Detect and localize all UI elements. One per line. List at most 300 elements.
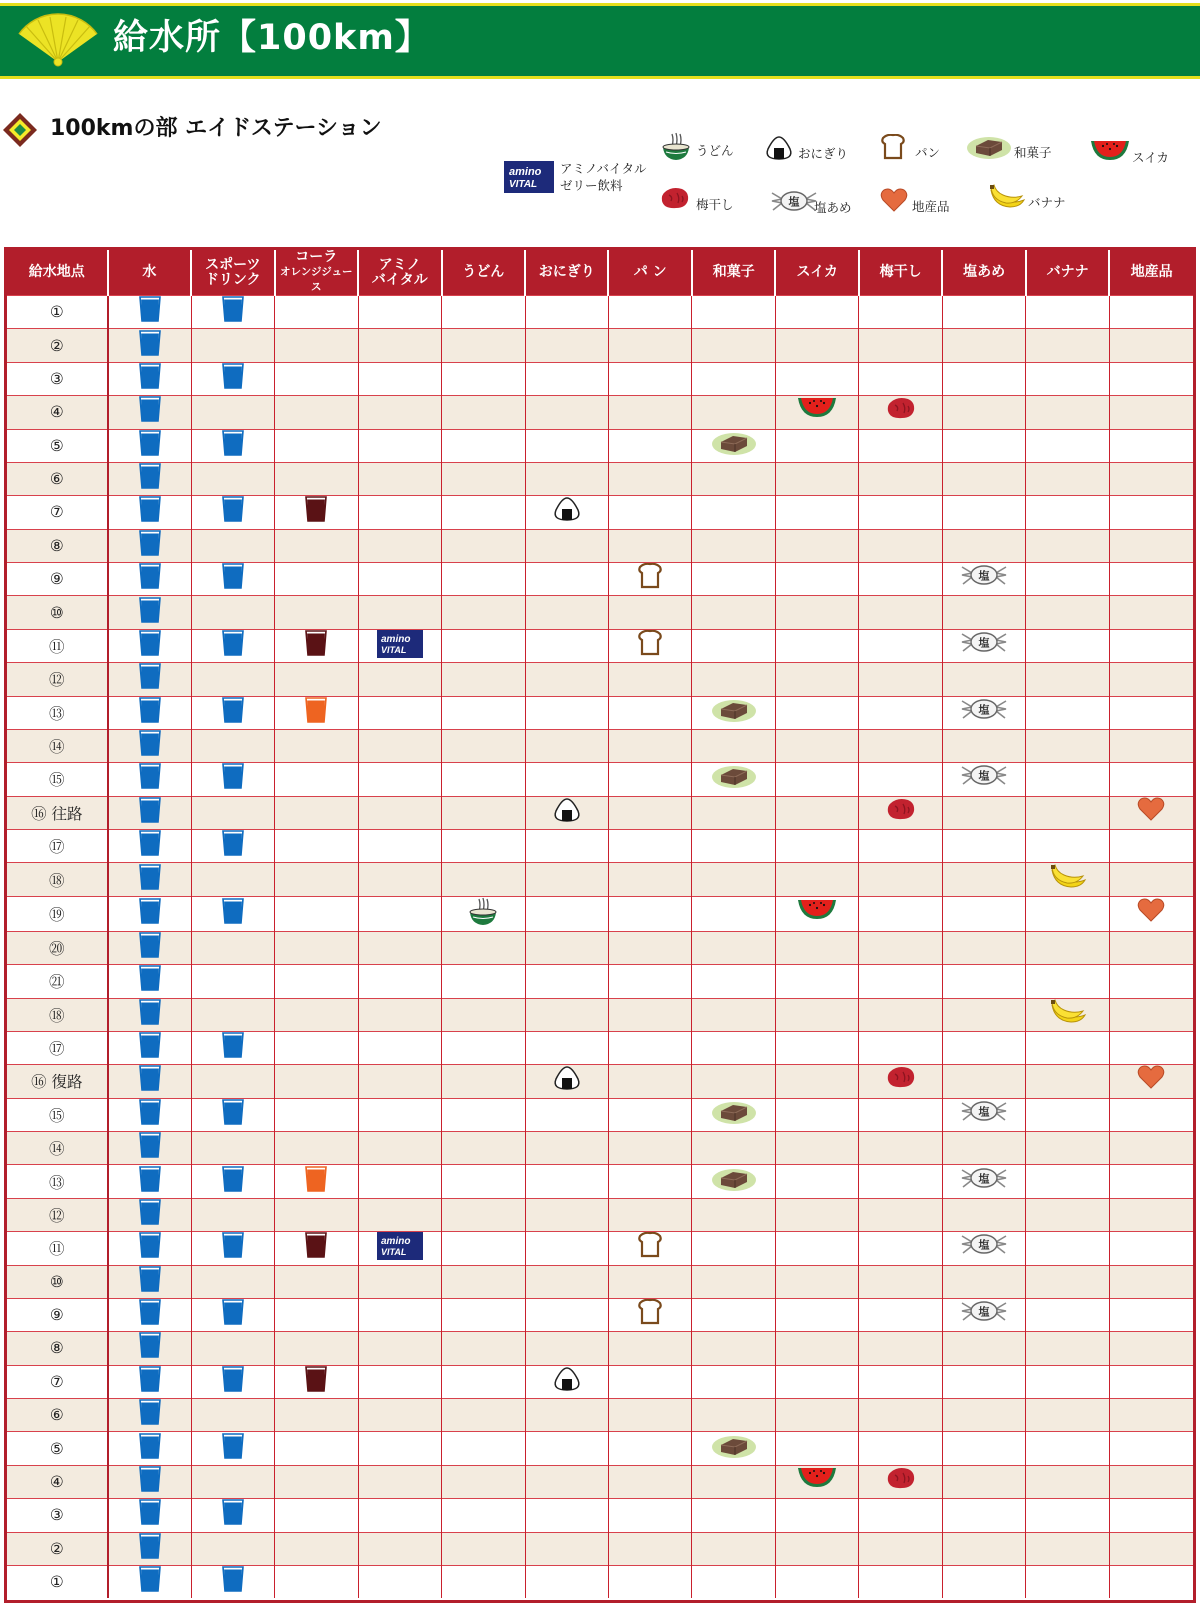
item-cell [442, 663, 525, 696]
cola-cup-icon [305, 630, 327, 662]
item-cell [191, 863, 274, 896]
item-cell [275, 1031, 358, 1064]
item-cell [442, 998, 525, 1031]
aid-point-cell: ⑳ [7, 931, 108, 964]
aid-point-cell: ⑯ 往路 [7, 796, 108, 829]
item-cell [942, 998, 1025, 1031]
aid-point-cell: ④ [7, 1465, 108, 1498]
table-row [7, 1432, 1193, 1465]
item-cell [191, 329, 274, 362]
item-cell [191, 1098, 274, 1131]
item-cell [525, 1265, 608, 1298]
item-cell [692, 1365, 775, 1398]
column-header: 給水地点 [7, 250, 108, 296]
item-cell [525, 496, 608, 529]
item-cell [775, 1098, 858, 1131]
item-cell [525, 763, 608, 796]
item-cell [275, 1298, 358, 1331]
item-cell [942, 965, 1025, 998]
item-cell [1109, 563, 1193, 596]
item-cell [275, 1165, 358, 1198]
item-cell [942, 1265, 1025, 1298]
item-cell [358, 296, 441, 329]
water-cup-icon [139, 1566, 161, 1598]
item-cell [608, 563, 691, 596]
item-cell [692, 596, 775, 629]
item-cell [108, 863, 191, 896]
sports-drink-cup-icon [222, 1166, 244, 1198]
item-cell [525, 663, 608, 696]
item-cell [942, 1465, 1025, 1498]
item-cell [191, 396, 274, 429]
item-cell [442, 696, 525, 729]
column-header: スポーツ ドリンク [191, 250, 274, 296]
item-cell [692, 965, 775, 998]
water-cup-icon [139, 1499, 161, 1531]
item-cell [1109, 1031, 1193, 1064]
item-cell [942, 629, 1025, 662]
column-header: バナナ [1026, 250, 1109, 296]
item-cell [442, 931, 525, 964]
item-cell [108, 1031, 191, 1064]
item-cell [275, 1132, 358, 1165]
water-cup-icon [139, 1032, 161, 1064]
table-row [7, 1165, 1193, 1198]
legend-label: パン [915, 145, 941, 160]
item-cell [525, 1065, 608, 1098]
salt-candy-icon [960, 1166, 1008, 1198]
sports-drink-cup-icon [222, 1366, 244, 1398]
sports-drink-cup-icon [222, 1433, 244, 1465]
item-cell [608, 596, 691, 629]
item-cell [275, 998, 358, 1031]
item-cell [442, 396, 525, 429]
item-cell [775, 496, 858, 529]
item-cell [859, 1065, 942, 1098]
item-cell [942, 329, 1025, 362]
item-cell [692, 1031, 775, 1064]
amino-vital-icon [377, 630, 423, 662]
item-cell [692, 629, 775, 662]
aid-point-cell: ⑭ [7, 1132, 108, 1165]
item-cell [108, 496, 191, 529]
item-cell [608, 931, 691, 964]
item-cell [442, 1465, 525, 1498]
item-cell [358, 1031, 441, 1064]
table-row [7, 1332, 1193, 1365]
item-cell [191, 496, 274, 529]
bread-icon [637, 630, 663, 662]
item-cell [608, 1031, 691, 1064]
svg-text:塩: 塩 [978, 569, 990, 583]
item-cell [1109, 1565, 1193, 1598]
aid-point-cell: ⑩ [7, 1265, 108, 1298]
item-cell [275, 329, 358, 362]
item-cell [358, 563, 441, 596]
item-cell [442, 830, 525, 863]
item-cell [442, 796, 525, 829]
item-cell [608, 1365, 691, 1398]
water-cup-icon [139, 730, 161, 762]
item-cell [692, 1265, 775, 1298]
item-cell [1109, 663, 1193, 696]
item-cell [608, 998, 691, 1031]
item-cell [275, 965, 358, 998]
item-cell [775, 296, 858, 329]
item-cell [191, 696, 274, 729]
item-cell [525, 1298, 608, 1331]
item-cell [275, 830, 358, 863]
item-cell [191, 1565, 274, 1598]
item-cell [608, 1198, 691, 1231]
item-cell [692, 1232, 775, 1265]
water-cup-icon [139, 363, 161, 395]
item-cell [692, 429, 775, 462]
item-cell [1026, 863, 1109, 896]
item-cell [775, 1298, 858, 1331]
water-cup-icon [139, 1266, 161, 1298]
item-cell [692, 1198, 775, 1231]
item-cell [1026, 1399, 1109, 1432]
item-cell [1109, 1432, 1193, 1465]
salt-candy-icon [770, 189, 818, 217]
item-cell [108, 362, 191, 395]
item-cell [275, 529, 358, 562]
water-cup-icon [139, 663, 161, 695]
item-cell [108, 965, 191, 998]
amino-badge-text: amino [509, 166, 542, 178]
item-cell [108, 1165, 191, 1198]
table-row [7, 629, 1193, 662]
item-cell [191, 896, 274, 931]
aid-point-cell: ⑪ [7, 1232, 108, 1265]
aid-point-cell: ② [7, 1532, 108, 1565]
item-cell [692, 1332, 775, 1365]
item-cell [108, 1098, 191, 1131]
item-cell [859, 1132, 942, 1165]
item-cell [692, 296, 775, 329]
item-cell [358, 830, 441, 863]
table-row [7, 1265, 1193, 1298]
item-cell [859, 362, 942, 395]
item-cell [859, 931, 942, 964]
table-row [7, 362, 1193, 395]
item-cell [191, 998, 274, 1031]
item-cell [692, 796, 775, 829]
item-cell [1109, 796, 1193, 829]
item-cell [525, 1031, 608, 1064]
item-cell [1026, 1065, 1109, 1098]
item-cell [1026, 796, 1109, 829]
table-row [7, 796, 1193, 829]
item-cell [108, 763, 191, 796]
item-cell [1109, 1465, 1193, 1498]
item-cell [525, 1132, 608, 1165]
aid-point-cell: ⑰ [7, 830, 108, 863]
item-cell [775, 429, 858, 462]
water-cup-icon [139, 563, 161, 595]
item-cell [442, 763, 525, 796]
water-cup-icon [139, 1332, 161, 1364]
item-cell [358, 329, 441, 362]
item-cell [775, 529, 858, 562]
aid-point-cell: ③ [7, 1499, 108, 1532]
item-cell [108, 1132, 191, 1165]
item-cell [942, 1065, 1025, 1098]
item-cell [1026, 462, 1109, 495]
item-cell [442, 329, 525, 362]
item-cell [942, 1232, 1025, 1265]
item-cell [775, 629, 858, 662]
item-cell [108, 1265, 191, 1298]
aid-point-cell: ⑨ [7, 1298, 108, 1331]
item-cell [1109, 629, 1193, 662]
item-cell [608, 729, 691, 762]
item-cell [191, 763, 274, 796]
item-cell [442, 1165, 525, 1198]
item-cell [525, 1465, 608, 1498]
item-cell [275, 629, 358, 662]
item-cell [859, 1432, 942, 1465]
water-cup-icon [139, 463, 161, 495]
item-cell [275, 1432, 358, 1465]
item-cell [275, 396, 358, 429]
aid-point-cell: ② [7, 329, 108, 362]
aid-point-cell: ⑲ [7, 896, 108, 931]
item-cell [942, 1565, 1025, 1598]
item-cell [275, 696, 358, 729]
item-cell [525, 596, 608, 629]
svg-text:塩: 塩 [978, 769, 990, 783]
item-cell [692, 362, 775, 395]
item-cell [442, 1132, 525, 1165]
water-cup-icon [139, 296, 161, 328]
item-cell [358, 998, 441, 1031]
aid-point-cell: ⑬ [7, 696, 108, 729]
item-cell [108, 796, 191, 829]
aid-point-cell: ⑫ [7, 1198, 108, 1231]
item-cell [108, 396, 191, 429]
item-cell [1026, 1465, 1109, 1498]
item-cell [608, 1332, 691, 1365]
table-row [7, 1065, 1193, 1098]
item-cell [525, 1332, 608, 1365]
item-cell [442, 1065, 525, 1098]
aid-point-cell: ⑤ [7, 1432, 108, 1465]
aid-point-cell: ⑨ [7, 563, 108, 596]
item-cell [108, 696, 191, 729]
item-cell [775, 396, 858, 429]
item-cell [442, 863, 525, 896]
item-cell [108, 663, 191, 696]
table-row [7, 396, 1193, 429]
svg-text:塩: 塩 [978, 703, 990, 717]
sports-drink-cup-icon [222, 1099, 244, 1131]
item-cell [608, 965, 691, 998]
aid-point-cell: ⑬ [7, 1165, 108, 1198]
item-cell [775, 1065, 858, 1098]
column-header: おにぎり [525, 250, 608, 296]
item-cell [275, 1399, 358, 1432]
item-cell [358, 763, 441, 796]
item-cell [859, 729, 942, 762]
item-cell [358, 729, 441, 762]
item-cell [859, 1298, 942, 1331]
item-cell [275, 1098, 358, 1131]
item-cell [859, 696, 942, 729]
item-cell [775, 1465, 858, 1498]
item-cell [692, 1432, 775, 1465]
item-cell [608, 296, 691, 329]
column-header: アミノ バイタル [358, 250, 441, 296]
item-cell [608, 396, 691, 429]
item-cell [775, 1565, 858, 1598]
item-cell [358, 1198, 441, 1231]
item-cell [525, 296, 608, 329]
item-cell [775, 1132, 858, 1165]
item-cell [525, 696, 608, 729]
item-cell [358, 965, 441, 998]
item-cell [942, 1198, 1025, 1231]
item-cell [608, 429, 691, 462]
item-cell [275, 362, 358, 395]
item-cell [942, 896, 1025, 931]
table-row [7, 998, 1193, 1031]
folding-fan-icon [16, 12, 100, 68]
item-cell [275, 296, 358, 329]
item-cell [358, 663, 441, 696]
sports-drink-cup-icon [222, 1299, 244, 1331]
item-cell [692, 1499, 775, 1532]
item-cell [525, 1565, 608, 1598]
item-cell [1109, 998, 1193, 1031]
item-cell [275, 896, 358, 931]
item-cell [1026, 596, 1109, 629]
item-cell [692, 496, 775, 529]
item-cell [775, 763, 858, 796]
item-cell [692, 462, 775, 495]
item-cell [775, 1332, 858, 1365]
item-cell [191, 931, 274, 964]
item-cell [1026, 529, 1109, 562]
water-cup-icon [139, 1466, 161, 1498]
item-cell [942, 1365, 1025, 1398]
aid-point-cell: ⑯ 復路 [7, 1065, 108, 1098]
item-cell [108, 1365, 191, 1398]
aid-point-cell: ⑮ [7, 1098, 108, 1131]
column-header: うどん [442, 250, 525, 296]
item-cell [859, 1565, 942, 1598]
item-cell [1109, 1098, 1193, 1131]
item-cell [1109, 696, 1193, 729]
item-cell [692, 1565, 775, 1598]
table-row [7, 931, 1193, 964]
item-cell [608, 1298, 691, 1331]
item-cell [775, 1365, 858, 1398]
item-cell [942, 830, 1025, 863]
item-cell [1109, 362, 1193, 395]
watermelon-icon [797, 898, 837, 930]
column-header: 水 [108, 250, 191, 296]
legend-amino-line1: アミノバイタル [560, 161, 647, 176]
item-cell [442, 362, 525, 395]
sports-drink-cup-icon [222, 1566, 244, 1598]
onigiri-icon [552, 496, 582, 528]
table-row [7, 529, 1193, 562]
item-cell [1026, 1031, 1109, 1064]
item-cell [775, 1198, 858, 1231]
table-row [7, 596, 1193, 629]
item-cell [191, 362, 274, 395]
wagashi-icon [966, 134, 1012, 164]
item-cell [191, 965, 274, 998]
salt-candy-icon [960, 563, 1008, 595]
item-cell [1109, 462, 1193, 495]
item-cell [275, 931, 358, 964]
item-cell [942, 1532, 1025, 1565]
item-cell [859, 1232, 942, 1265]
umeboshi-icon [886, 1466, 916, 1498]
table-row [7, 1499, 1193, 1532]
item-cell [525, 1532, 608, 1565]
item-cell [275, 863, 358, 896]
item-cell [942, 1132, 1025, 1165]
onigiri-icon [552, 1065, 582, 1097]
amino-badge-text: VITAL [509, 179, 538, 190]
item-cell [692, 931, 775, 964]
item-cell [942, 1399, 1025, 1432]
aid-point-cell: ⑪ [7, 629, 108, 662]
item-cell [1109, 1065, 1193, 1098]
item-cell [608, 1399, 691, 1432]
item-cell [525, 529, 608, 562]
table-row [7, 1365, 1193, 1398]
item-cell [442, 1265, 525, 1298]
cola-cup-icon [305, 1232, 327, 1264]
item-cell [358, 1265, 441, 1298]
umeboshi-icon [886, 1065, 916, 1097]
item-cell [775, 1265, 858, 1298]
item-cell [108, 629, 191, 662]
table-row [7, 863, 1193, 896]
legend-label: バナナ [1028, 195, 1066, 210]
item-cell [108, 896, 191, 931]
item-cell [525, 1232, 608, 1265]
water-cup-icon [139, 965, 161, 997]
sports-drink-cup-icon [222, 898, 244, 930]
item-cell [275, 1532, 358, 1565]
item-cell [692, 1132, 775, 1165]
water-cup-icon [139, 898, 161, 930]
item-cell [275, 1198, 358, 1231]
item-cell [1109, 1532, 1193, 1565]
item-cell [608, 1065, 691, 1098]
item-cell [1109, 1265, 1193, 1298]
wagashi-icon [711, 1099, 757, 1131]
banana-icon [1049, 864, 1087, 896]
item-cell [1109, 1298, 1193, 1331]
table-row [7, 763, 1193, 796]
item-cell [608, 629, 691, 662]
item-cell [358, 429, 441, 462]
item-cell [358, 1365, 441, 1398]
item-cell [942, 763, 1025, 796]
item-cell [859, 1499, 942, 1532]
wagashi-icon [711, 1166, 757, 1198]
legend-label: おにぎり [798, 146, 849, 161]
item-cell [191, 529, 274, 562]
item-cell [1109, 496, 1193, 529]
